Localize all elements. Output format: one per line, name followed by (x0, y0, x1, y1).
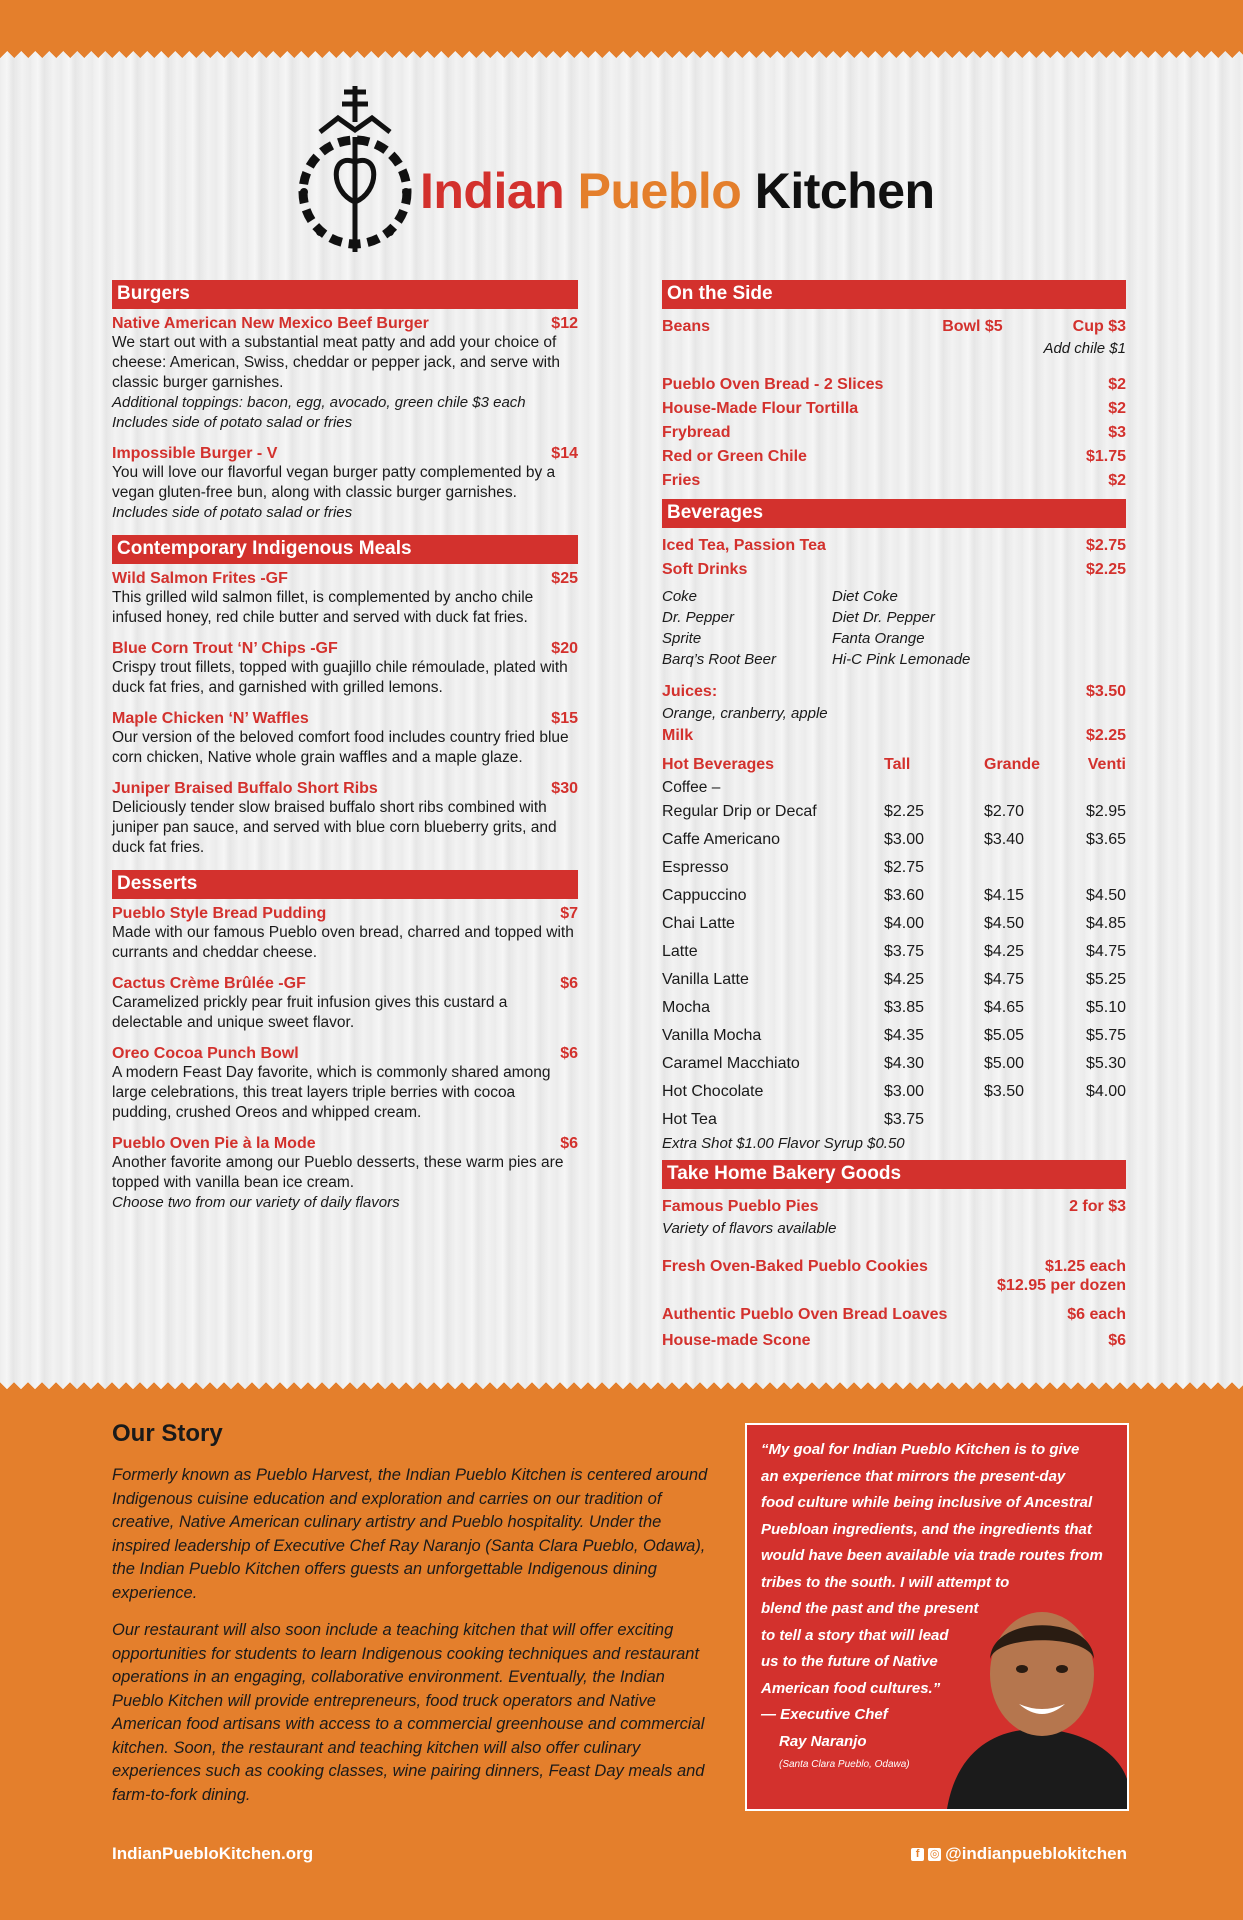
item-name: Authentic Pueblo Oven Bread Loaves (662, 1306, 948, 1323)
zigzag-border-top (0, 44, 1243, 58)
hot-beverage-row (662, 854, 1126, 882)
menu-item (662, 680, 1126, 704)
item-name: Pueblo Oven Pie à la Mode (112, 1135, 316, 1152)
item-price-bowl: Bowl $5 (942, 318, 1003, 335)
item-name: Blue Corn Trout ‘N’ Chips -GF (112, 640, 338, 657)
item-description: A modern Feast Day favorite, which is commonly shared among large celebrations, this treat layers triple berries with cocoa pudding, crushed Oreos and whipped cream. (112, 1064, 551, 1121)
menu-item (112, 780, 578, 858)
chef-tribe: (Santa Clara Pueblo, Odawa) (779, 1759, 910, 1770)
hot-tall-cell: $3.60 (884, 887, 925, 904)
menu-item (112, 1135, 578, 1213)
hot-name-cell: Regular Drip or Decaf (662, 803, 817, 820)
hot-tall-cell: $3.75 (884, 1111, 925, 1128)
section-header-desserts: Desserts (112, 870, 578, 899)
hot-grande-cell: $4.50 (984, 915, 1025, 932)
quote-line: us to the future of Native (761, 1653, 938, 1670)
item-price-cup: Cup $3 (1072, 318, 1126, 335)
hot-name-cell: Mocha (662, 999, 711, 1016)
item-price: $2 (1108, 376, 1126, 393)
item-price: $15 (551, 710, 578, 727)
item-price: $2.75 (1085, 537, 1126, 554)
item-name: Famous Pueblo Pies (662, 1198, 819, 1215)
brand-word-pueblo: Pueblo (577, 163, 742, 219)
hot-grande-cell: $2.70 (984, 803, 1025, 820)
instagram-icon: ◎ (929, 1847, 940, 1860)
drink-name: Fanta Orange (832, 630, 925, 647)
item-price: $6 (560, 975, 578, 992)
item-price: $6 each (1067, 1306, 1126, 1323)
hot-grande-cell: $4.65 (984, 999, 1025, 1016)
item-description: Our version of the beloved comfort food includes country fried blue corn chicken, Native whole grain waffles and a maple glaze. (112, 729, 569, 766)
section-header-side: On the Side (662, 280, 1126, 309)
item-price: $20 (551, 640, 578, 657)
col-venti: Venti (1087, 756, 1126, 773)
hot-beverages-header (662, 752, 1126, 778)
hot-grande-cell: $3.50 (984, 1083, 1025, 1100)
corn-sun-logo-icon (290, 82, 420, 257)
menu-item (662, 373, 1126, 397)
hot-name-cell: Hot Chocolate (662, 1083, 764, 1100)
item-description: This grilled wild salmon fillet, is complemented by ancho chile infused honey, red chile butter and served with duck fat fries. (112, 589, 534, 626)
hot-beverage-row (662, 882, 1126, 910)
quote-line: American food cultures.” (761, 1679, 941, 1697)
item-price: $6 (560, 1135, 578, 1152)
menu-item (662, 1257, 1126, 1295)
hot-grande-cell: $4.15 (984, 887, 1025, 904)
menu-item-beans (662, 315, 1126, 339)
chef-name: Ray Naranjo (779, 1733, 867, 1750)
hot-beverage-row (662, 994, 1126, 1022)
drink-name: Diet Coke (832, 588, 898, 605)
item-note: Includes side of potato salad or fries (112, 414, 353, 431)
quote-line: food culture while being inclusive of Ancestral (761, 1494, 1093, 1511)
menu-right-column (662, 280, 1126, 1353)
item-note: Choose two from our variety of daily flavors (112, 1194, 400, 1211)
item-description: Made with our famous Pueblo oven bread, charred and topped with currants and cheddar cheese. (112, 924, 574, 961)
drink-name: Dr. Pepper (662, 609, 734, 626)
quote-line: to tell a story that will lead (761, 1626, 949, 1644)
menu-item (112, 710, 578, 768)
item-note: Orange, cranberry, apple (662, 705, 828, 722)
hot-name-cell: Caffe Americano (662, 831, 780, 848)
section-header-meals: Contemporary Indigenous Meals (112, 535, 578, 564)
zigzag-border-bottom (0, 1382, 1243, 1396)
hot-venti-cell: $4.00 (1085, 1083, 1126, 1100)
hot-tall-cell: $4.35 (884, 1027, 925, 1044)
menu-item (112, 640, 578, 698)
hot-grande-cell: $5.00 (984, 1055, 1025, 1072)
hot-venti-cell: $5.30 (1085, 1055, 1126, 1072)
hot-beverage-row (662, 938, 1126, 966)
quote-line: — Executive Chef (761, 1706, 888, 1723)
menu-item (662, 558, 1126, 582)
hot-title: Hot Beverages (662, 756, 775, 773)
item-name: Soft Drinks (662, 561, 748, 578)
hot-tall-cell: $4.00 (884, 915, 925, 932)
website-link[interactable]: IndianPuebloKitchen.org (112, 1844, 314, 1863)
hot-name-cell: Cappuccino (662, 887, 747, 904)
hot-venti-cell: $2.95 (1085, 803, 1126, 820)
item-name: Oreo Cocoa Punch Bowl (112, 1045, 299, 1062)
soft-drinks-list (662, 586, 1126, 670)
hot-name-cell: Caramel Macchiato (662, 1055, 800, 1072)
menu-item (662, 534, 1126, 558)
quote-line: an experience that mirrors the present-day (761, 1467, 1066, 1485)
drink-name: Sprite (662, 630, 702, 647)
menu-left-column (112, 280, 578, 1225)
menu-item (662, 724, 1126, 748)
item-price: $6 (1108, 1332, 1126, 1349)
item-name: Pueblo Oven Bread - 2 Slices (662, 376, 884, 393)
item-description: We start out with a substantial meat patty and add your choice of cheese: American, Swiss, cheddar or pepper jack, and serve with classic burger garnishes. (112, 334, 561, 391)
item-name: Juniper Braised Buffalo Short Ribs (112, 780, 378, 797)
hot-beverage-row (662, 910, 1126, 938)
section-header-burgers: Burgers (112, 280, 578, 309)
brand-word-indian: Indian (420, 163, 565, 219)
item-name: Maple Chicken ‘N’ Waffles (112, 710, 309, 727)
item-price: $1.25 each (1045, 1258, 1126, 1275)
hot-grande-cell: $4.25 (984, 943, 1025, 960)
item-description: Crispy trout fillets, topped with guajillo chile rémoulade, plated with duck fat fries, and garnished with grilled lemons. (112, 659, 568, 696)
menu-item (662, 1195, 1126, 1219)
item-name: Fresh Oven-Baked Pueblo Cookies (662, 1258, 928, 1275)
item-description: Deliciously tender slow braised buffalo short ribs combined with juniper pan sauce, and served with blue corn blueberry grits, and duck fat fries. (112, 799, 557, 856)
hot-name-cell: Chai Latte (662, 915, 735, 932)
item-name: Wild Salmon Frites -GF (112, 570, 288, 587)
item-price: $14 (551, 445, 578, 462)
item-name: Milk (662, 727, 694, 744)
item-name: Red or Green Chile (662, 448, 807, 465)
hot-venti-cell: $5.25 (1085, 971, 1126, 988)
hot-venti-cell (1080, 1106, 1126, 1134)
hot-grande-cell (984, 1106, 1080, 1134)
quote-line: Puebloan ingredients, and the ingredients that (761, 1520, 1092, 1538)
col-tall: Tall (884, 756, 911, 773)
quote-line: tribes to the south. I will attempt to (761, 1573, 1010, 1591)
hot-name-cell: Vanilla Mocha (662, 1027, 762, 1044)
drink-name: Coke (662, 588, 698, 605)
menu-item (112, 315, 578, 433)
hot-venti-cell: $5.10 (1085, 999, 1126, 1016)
item-name: House-Made Flour Tortilla (662, 400, 859, 417)
menu-item (662, 1301, 1126, 1329)
item-description: You will love our flavorful vegan burger patty complemented by a vegan gluten-free bun, along with classic burger garnishes. (112, 464, 556, 501)
brand-word-kitchen: Kitchen (754, 163, 935, 219)
item-price: $6 (560, 1045, 578, 1062)
social-handle-text: @indianpueblokitchen (945, 1844, 1127, 1863)
drink-name: Diet Dr. Pepper (832, 609, 935, 626)
hot-venti-cell: $5.75 (1085, 1027, 1126, 1044)
hot-beverage-row (662, 966, 1126, 994)
item-price: $2 (1108, 400, 1126, 417)
item-description: Caramelized prickly pear fruit infusion gives this custard a delectable and unique sweet flavor. (112, 994, 508, 1031)
item-price: $12.95 per dozen (997, 1277, 1126, 1294)
hot-venti-cell: $4.50 (1085, 887, 1126, 904)
quote-text (761, 1437, 1121, 1729)
quote-line: blend the past and the present (761, 1600, 979, 1617)
hot-tall-cell: $3.75 (884, 943, 925, 960)
hot-beverage-row (662, 1022, 1126, 1050)
item-name: Fries (662, 472, 701, 489)
item-name: Juices: (662, 683, 718, 700)
hot-grande-cell (984, 854, 1080, 882)
hot-beverage-row (662, 826, 1126, 854)
logo (290, 82, 970, 257)
story-paragraph: Our restaurant will also soon include a teaching kitchen that will offer exciting opportunities for students to learn Indigenous cooking techniques and restaurant operations in an engaging, collaborative environment. Eventually, the Indian Pueblo Kitchen will provide entrepreneurs, food truck operators and Native American food artisans with access to a commercial greenhouse and commercial kitchen. Soon, the restaurant and teaching kitchen will also offer culinary experiences such as cooking classes, wine pairing dinners, Feast Day meals and farm-to-fork dining. (112, 1621, 705, 1804)
brand-wordmark (420, 162, 935, 220)
item-price: $3.50 (1085, 683, 1126, 700)
item-price: $12 (551, 315, 578, 332)
hot-tall-cell: $3.85 (884, 999, 925, 1016)
coffee-label: Coffee – (662, 779, 721, 796)
hot-beverage-row (662, 1106, 1126, 1134)
hot-grande-cell: $3.40 (984, 831, 1025, 848)
item-price: $30 (551, 780, 578, 797)
quote-line: “My goal for Indian Pueblo Kitchen is to give (761, 1441, 1080, 1458)
menu-item (112, 1045, 578, 1123)
menu-item (662, 421, 1126, 445)
hot-name-cell: Hot Tea (662, 1111, 717, 1128)
hot-name-cell: Latte (662, 943, 698, 960)
facebook-icon: f (911, 1848, 924, 1861)
item-name: House-made Scone (662, 1332, 811, 1349)
social-handle[interactable] (911, 1844, 1127, 1864)
item-note: Add chile $1 (1043, 340, 1126, 357)
hot-tall-cell: $4.25 (884, 971, 925, 988)
item-note: Includes side of potato salad or fries (112, 504, 353, 521)
hot-name-cell: Espresso (662, 859, 729, 876)
hot-tall-cell: $3.00 (884, 831, 925, 848)
item-price: 2 for $3 (1069, 1198, 1126, 1215)
hot-tall-cell: $4.30 (884, 1055, 925, 1072)
hot-name-cell: Vanilla Latte (662, 971, 749, 988)
hot-venti-cell: $4.85 (1085, 915, 1126, 932)
hot-grande-cell: $5.05 (984, 1027, 1025, 1044)
hot-beverages-table (662, 798, 1126, 1134)
menu-item (112, 445, 578, 523)
item-price: $2.25 (1085, 561, 1126, 578)
hot-beverage-row (662, 1050, 1126, 1078)
item-price: $3 (1108, 424, 1126, 441)
story-paragraph: Formerly known as Pueblo Harvest, the Indian Pueblo Kitchen is centered around Indigenous cuisine education and exploration and carries on our tradition of creative, Native American culinary artistry and Pueblo hospitality. Under the inspired leadership of Executive Chef Ray Naranjo (Santa Clara Pueblo, Odawa), the Indian Pueblo Kitchen offers guests an unforgettable Indigenous dining experience. (112, 1466, 708, 1602)
menu-item (112, 905, 578, 963)
item-name: Pueblo Style Bread Pudding (112, 905, 327, 922)
menu-item (662, 445, 1126, 469)
section-header-beverages: Beverages (662, 499, 1126, 528)
item-price: $1.75 (1085, 448, 1126, 465)
item-price: $7 (560, 905, 578, 922)
item-name: Beans (662, 318, 711, 335)
item-price: $25 (551, 570, 578, 587)
item-description: Another favorite among our Pueblo desserts, these warm pies are topped with vanilla bean ice cream. (112, 1154, 564, 1191)
chef-quote-box (745, 1423, 1129, 1811)
item-price: $2.25 (1085, 727, 1126, 744)
hot-venti-cell: $4.75 (1085, 943, 1126, 960)
hot-tall-cell: $2.25 (884, 803, 925, 820)
hot-grande-cell: $4.75 (984, 971, 1025, 988)
drink-name: Barq’s Root Beer (662, 651, 776, 668)
section-header-bakery: Take Home Bakery Goods (662, 1160, 1126, 1189)
quote-line: would have been available via trade routes from (761, 1547, 1103, 1564)
our-story (112, 1420, 712, 1821)
item-name: Cactus Crème Brûlée -GF (112, 975, 306, 992)
story-title: Our Story (112, 1420, 223, 1447)
menu-item (662, 397, 1126, 421)
item-price: $2 (1108, 472, 1126, 489)
item-name: Frybread (662, 424, 731, 441)
menu-item (112, 570, 578, 628)
hot-venti-cell (1080, 854, 1126, 882)
item-name: Native American New Mexico Beef Burger (112, 315, 429, 332)
hot-tall-cell: $2.75 (884, 859, 925, 876)
col-grande: Grande (984, 756, 1041, 773)
menu-item (662, 1329, 1126, 1353)
hot-tall-cell: $3.00 (884, 1083, 925, 1100)
item-name: Iced Tea, Passion Tea (662, 537, 826, 554)
hot-beverage-row (662, 798, 1126, 826)
hot-beverage-row (662, 1078, 1126, 1106)
extras-note: Extra Shot $1.00 Flavor Syrup $0.50 (662, 1135, 905, 1152)
menu-item (662, 469, 1126, 493)
hot-venti-cell: $3.65 (1085, 831, 1126, 848)
item-name: Impossible Burger - V (112, 445, 278, 462)
item-note: Additional toppings: bacon, egg, avocado, green chile $3 each (112, 394, 526, 411)
menu-item (112, 975, 578, 1033)
drink-name: Hi-C Pink Lemonade (832, 651, 971, 668)
item-note: Variety of flavors available (662, 1220, 837, 1237)
